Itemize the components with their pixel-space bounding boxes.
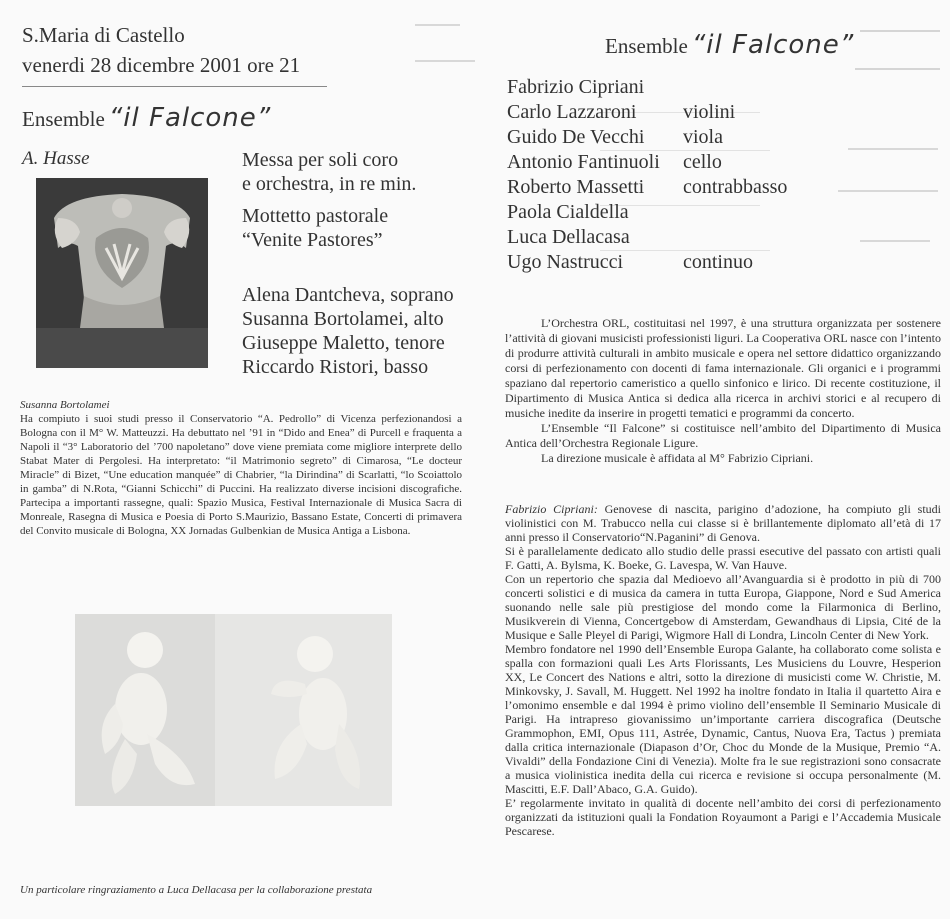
work-title: Mottetto pastorale [242, 205, 389, 227]
member-name: Fabrizio Cipriani [507, 76, 645, 98]
work-subtitle: “Venite Pastores” [242, 229, 383, 251]
member-role: viola [683, 126, 723, 148]
bleed-line [838, 190, 938, 192]
works-list [242, 148, 416, 260]
orl-paragraph: L’Orchestra ORL, costituitasi nel 1997, è una struttura organizzata per sostenere l’attività di giovani musicisti professionisti liguri. La Cooperativa ORL nasce con l’intento di produrre attività culturali in ambito musicale e opera nel settore didattico organizzando corsi di perfezionamento con docenti di fama internazionale. Gli organici e i programmi spaziano dal repertorio cameristico a quello sinfonico e lirico. Di recente costituzione, il Dipartimento di Musica Antica si dedica alla ricerca in archivi storici e al recupero di musiche inedite da inserire in progetti tematici e programmi da concerto. [505, 316, 941, 420]
ensemble-name: “il Falcone” [691, 30, 855, 60]
orl-paragraph: La direzione musicale è affidata al M° Fabrizio Cipriani. [541, 451, 814, 465]
bleed-line [848, 148, 938, 150]
roster-row [507, 75, 660, 100]
venue-block [22, 20, 300, 80]
bleed-line [415, 24, 460, 26]
member-name: Antonio Fantinuoli [507, 151, 660, 173]
member-name: Roberto Massetti [507, 176, 645, 198]
bio-paragraph: Si è parallelamente dedicato allo studio delle prassi esecutive del passato con artisti quali F. Gatti, A. Bylsma, K. Boeke, G. Lavespa, W. Van Hauve. [505, 544, 941, 572]
ensemble-roster [507, 75, 788, 275]
soloist: Riccardo Ristori, basso [242, 356, 429, 378]
composer-name: A. Hasse [22, 148, 90, 169]
member-name: Paola Cialdella [507, 201, 629, 223]
soloists-list [242, 283, 454, 379]
ensemble-name: “il Falcone” [108, 103, 272, 133]
work-item [242, 148, 416, 196]
orl-paragraph: L’Ensemble “Il Falcone” si costituisce nell’ambito del Dipartimento di Musica Antica dell’Orchestra Regionale Ligure. [505, 421, 941, 450]
roster-row [507, 150, 722, 175]
roster-row [507, 100, 736, 125]
bleed-line [415, 60, 475, 62]
bleed-line [860, 240, 930, 242]
bio-bortolamei [20, 398, 462, 538]
roster-row [507, 175, 788, 200]
bio-paragraph: Con un repertorio che spazia dal Medioevo all’Avanguardia si è prodotto in più di 700 concerti solistici e di musica da camera in tutta Europa, Giappone, Nord e Sud America suonando nelle sale più prestigiose del mondo come la Filarmonica di Berlino, Musikverein di Vienna, Concertgebow di Amsterdam, Gewandhaus di Lipsia, Cité de la Musique e Salle Pleyel di Parigi, Wigmore Hall di Londra, Lincoln Center di New York. [505, 572, 941, 642]
roster-row [507, 200, 660, 225]
member-name: Guido De Vecchi [507, 126, 645, 148]
member-role: continuo [683, 251, 753, 273]
bleed-line [860, 30, 940, 32]
bio-cipriani [505, 502, 941, 838]
bio-paragraph: E’ regolarmente invitato in qualità di docente nell’ambito dei corsi di perfezionamento organizzati da istituzioni quali la Fondation Royaumont a Parigi e l’Accademia Musicale Pescarese. [505, 796, 941, 838]
capital-sculpture-image [36, 178, 208, 368]
member-role: violini [683, 101, 736, 123]
angels-photo [75, 614, 392, 806]
work-item [242, 204, 416, 252]
roster-row [507, 125, 723, 150]
work-subtitle: e orchestra, in re min. [242, 173, 417, 195]
member-name: Luca Dellacasa [507, 226, 630, 248]
bio-name: Fabrizio Cipriani: [505, 502, 598, 516]
bio-paragraph: Membro fondatore nel 1990 dell’Ensemble Europa Galante, ha collaborato come solista e spalla con formazioni quali Les Arts Florissants, Les Musiciens du Louvre, Hesperion XX, Le Concert des Nations e altri, sotto la direzione di musicisti come W. Christie, M. Minkovsky, J. Savall, M. Huggett. Nel 1992 ha inoltre fondato in Italia il quartetto Aira e l’omonimo ensemble e dal 1994 è primo violino dell’ensemble Il Seminario Musicale di Parigi. Ha intrapreso giovanissimo un’importante carriera discografica (Deutsche Grammophon, EMI, Opus 111, Astrée, Dynamic, Cantus, Nuova Era, Tactus ) premiata dalla critica internazionale (Diapason d’Or, Choc du Monde de la Musique, Premio “A. Vivaldi” della Fondazione Cini di Venezia). Molte fra le sue registrazioni sono consacrate a musica violinistica inedita della cui ricerca e revisione si occupa personalmente (M. Mascitti, E.F. Dall’Abaco, G.A. Guido). [505, 642, 941, 796]
soloist: Alena Dantcheva, soprano [242, 284, 454, 306]
bio-name: Susanna Bortolamei [20, 399, 110, 411]
ensemble-heading-left [22, 103, 271, 133]
orl-description [505, 316, 941, 466]
member-role: cello [683, 151, 722, 173]
ensemble-word: Ensemble [605, 34, 688, 58]
member-name: Carlo Lazzaroni [507, 101, 637, 123]
soloist: Giuseppe Maletto, tenore [242, 332, 445, 354]
bio-text: Ha compiuto i suoi studi presso il Conservatorio “A. Pedrollo” di Vicenza perfezionandosi a Bologna con il M° W. Matteuzzi. Ha debuttato nel ’91 in “Dido and Enea” di Purcell e fraquenta a Napoli il “3° Laboratorio del ’700 napoletano” dove viene premiata come migliore interprete dello Stabat Mater di Pergolesi. Ha interpretato: “il Matrimonio segreto” di Cimarosa, “Le docteur Miracle” di Bizet, “Une education manquée” di Chabrier, “la Dirindina” di Scarlatti, “lo Scoiattolo in gamba” di N.Rota, “Gianni Schicchi” di Puccini. Ha realizzato diverse incisioni discografiche. Partecipa a importanti rassegne, quali: Spazio Musica, Festival Internazionale di Musica Sacra di Monreale, Rasegna di Musica e Poesia di Porto S.Maurizio, Bassano Estate, Concerti di primavera del Convito musicale di Bologna, XX Jornadas Gulbenkian de Musica Antiga a Lisbona. [20, 413, 462, 537]
ensemble-word: Ensemble [22, 107, 105, 131]
roster-row [507, 250, 753, 275]
acknowledgement: Un particolare ringraziamento a Luca Dellacasa per la collaborazione prestata [20, 884, 373, 896]
bleed-line [855, 68, 940, 70]
venue-place: S.Maria di Castello [22, 23, 185, 47]
member-role: contrabbasso [683, 176, 788, 198]
capital-photo [36, 178, 208, 368]
ensemble-heading-right [605, 30, 854, 60]
work-title: Messa per soli coro [242, 149, 399, 171]
soloist: Susanna Bortolamei, alto [242, 308, 444, 330]
divider [22, 86, 327, 87]
bio-text: Genovese di nascita, parigino d’adozione, ha compiuto gli studi violinistici con M. Trabucco nella cui classe si è brillantemente diplomato all’età di 17 anni presso il Conservatorio“N.Paganini” di Genova. [505, 502, 941, 544]
venue-datetime: venerdi 28 dicembre 2001 ore 21 [22, 53, 301, 77]
member-name: Ugo Nastrucci [507, 251, 624, 273]
cherubs-sculpture-image [75, 614, 392, 806]
roster-row [507, 225, 660, 250]
bio-paragraph [505, 502, 941, 544]
